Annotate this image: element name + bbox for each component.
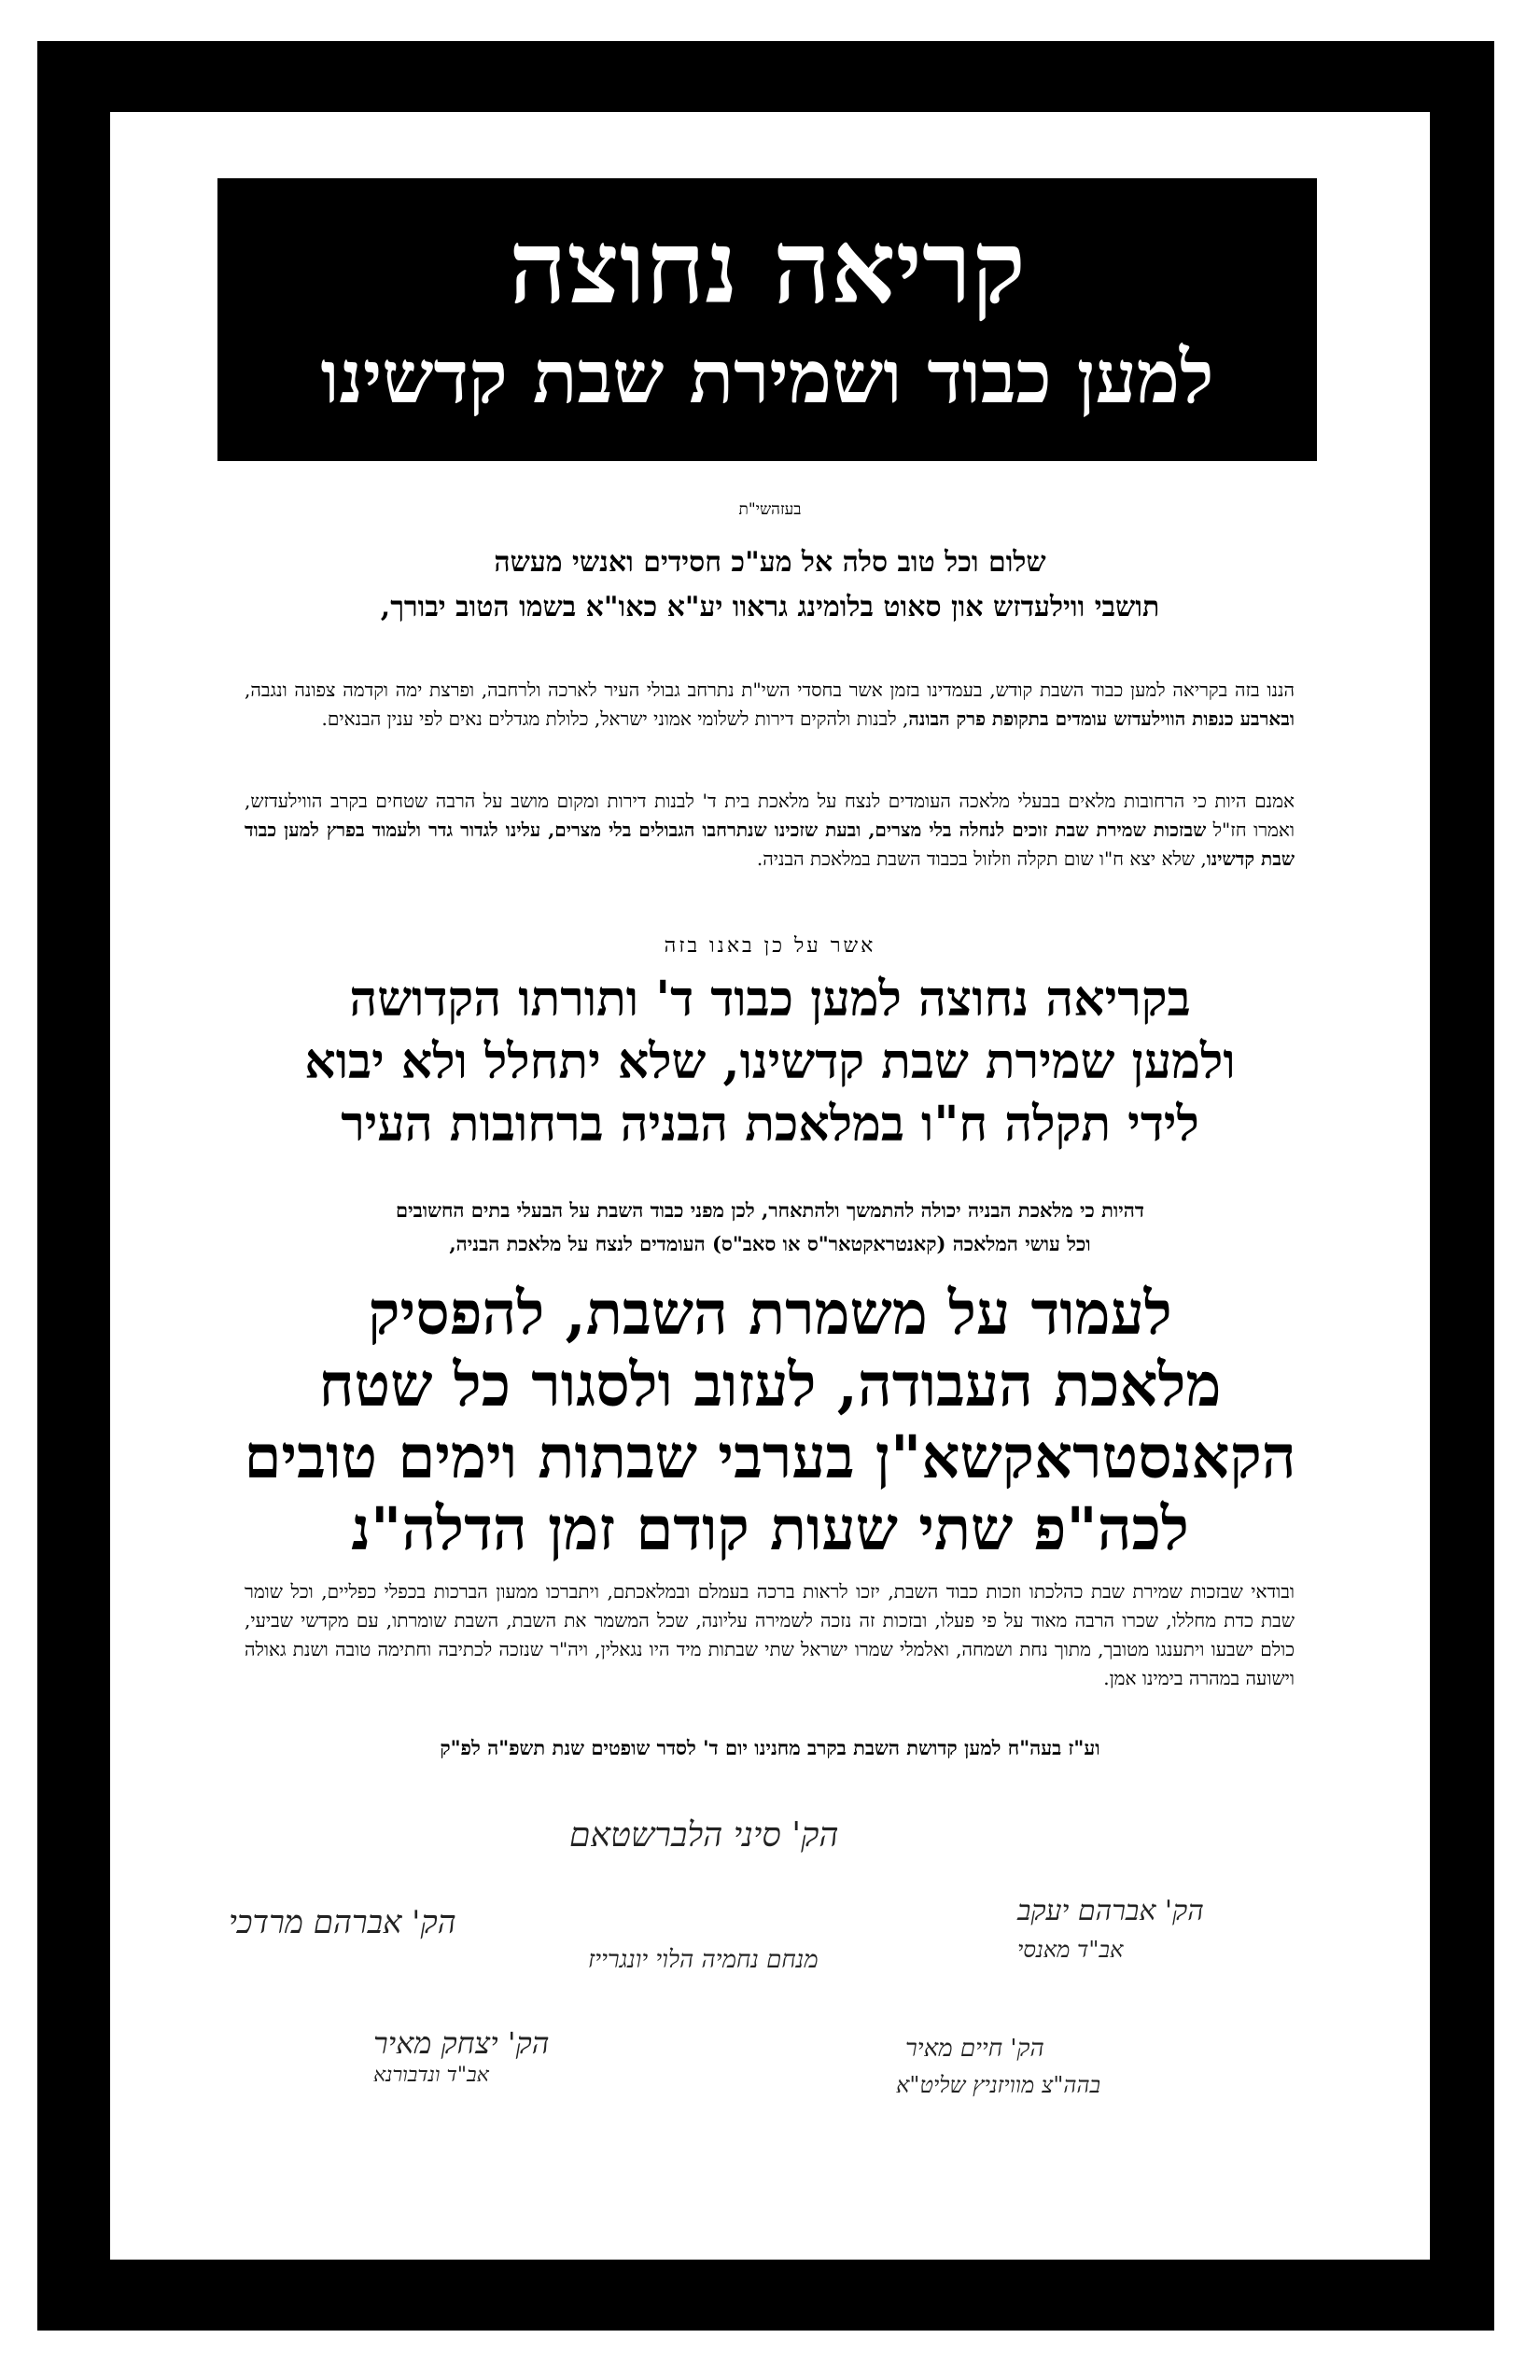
paragraph-1 (245, 676, 1295, 734)
paragraph-2-part-1: אמנם היות כי הרחובות מלאים בבעלי מלאכה העומדים לנצח על מלאכת בית ד' לבנות דירות ומקום מושב על הרבה שטחים בקרב הווילעדזש, ואמרו חז"ל (245, 790, 1295, 841)
paragraph-3-line-1: דהיות כי מלאכת הבניה יכולה להתמשך ולהתאחר, לכן מפני כבוד השבת על הבעלי בתים החשובים (396, 1198, 1144, 1222)
signature-4-title: אב"ד ונדבורנא (373, 2064, 489, 2087)
paragraph-4: ובודאי שבזכות שמירת שבת כהלכתו וזכות כבוד השבת, יזכו לראות ברכה בעמלם ובמלאכתם, ויתברכו ממעון הברכות בכפלי כפליים, וכל שומר שבת כדת מחללו, שכרו הרבה מאוד על פי פעלו, ובזכות זה נזכה לשמירה עליונה, שכל המשמר את השבת, השבת שומרתו, עם מקדשי שביעי, כולם ישבעו ויתענגו מטובך, מתוך נחת ושמחה, ואלמלי שמרו ישראל שתי שבתות מיד היו נגאלין, ויה"ר שנזכה לכתיבה וחתימה טובה ושנת גאולה וישועה במהרה בימינו אמן. (245, 1580, 1295, 1689)
greeting-line-2: תושבי ווילעדזש און סאוט בלומינג גראוו יע"א כאו"א בשמו הטוב יבורך, (380, 591, 1160, 623)
call-2-line-2: מלאכת העבודה, לעזוב ולסגור כל שטח (318, 1351, 1222, 1421)
intro-line: אשר על כן באנו בזה (664, 934, 876, 958)
closing-line: וע"ז בעה"ח למען קדושת השבת בקרב מחנינו יום ד' לסדר שופטים שנת תשפ"ה לפ"ק (440, 1736, 1100, 1759)
paragraph-1-part-3: , לבנות ולהקים דירות לשלומי אמוני ישראל, כלולת מגדלים נאים לפי ענין הבנאים. (321, 707, 909, 730)
signature-2: מנחם נחמיה הלוי יונגרייז (588, 1946, 819, 1974)
call-2-line-1: לעמוד על משמרת השבת, להפסיק (368, 1279, 1172, 1349)
paragraph-2-part-3: , שלא יצא ח"ו שום תקלה וזלזול בכבוד השבת במלאכת הבניה. (756, 847, 1207, 870)
title-banner (217, 178, 1317, 461)
call-1-line-2: ולמען שמירת שבת קדשינו, שלא יתחלל ולא יבוא (304, 1033, 1236, 1090)
call-1-line-3: לידי תקלה ח"ו במלאכת הבניה ברחובות העיר (341, 1096, 1199, 1153)
call-2-line-4: לכה"פ שתי שעות קודם זמן הדלה"נ (351, 1494, 1189, 1564)
signature-5-title: אב"ד מאנסי (1017, 1937, 1124, 1963)
call-2-line-3: הקאנסטראקשא"ן בערבי שבתות וימים טובים (244, 1422, 1296, 1492)
signature-6-title: בהה"צ מוויזניץ שליט"א (896, 2072, 1101, 2098)
signature-4: הק' יצחק מאיר (373, 2025, 550, 2061)
paragraph-1-part-1: הננו בזה בקריאה למען כבוד השבת קודש, בעמדינו בזמן אשר בחסדי השי"ת נתרחב גבולי העיר לארכה ולרחבה, ופרצת ימה וקדמה צפונה ונגבה, (245, 679, 1295, 701)
banner-title: קריאה נחוצה (509, 209, 1026, 327)
banner-subtitle: למען כבוד ושמירת שבת קדשינו (320, 335, 1214, 420)
signature-3: הק' אברהם מרדכי (229, 1904, 456, 1941)
paragraph-2-bold: שבזכות שמירת שבת זוכים לנחלה בלי מצרים, ובעת שזכינו שנתרחבו הגבולים בלי מצרים, עלינו לגדור גדר ולעמוד בפרץ למען כבוד שבת קדשינו (245, 819, 1295, 870)
paragraph-2 (245, 787, 1295, 874)
signature-6: הק' חיים מאיר (905, 2035, 1044, 2063)
signature-1: הק' סיני הלברשטאם (569, 1816, 839, 1855)
greeting-line-1: שלום וכל טוב סלה אל מע"כ חסידים ואנשי מעשה (494, 546, 1046, 579)
paragraph-3-line-2: וכל עושי המלאכה (קאנטראקטאר"ס או סאב"ס) העומדים לנצח על מלאכת הבניה, (449, 1232, 1091, 1255)
paragraph-1-bold: ובארבע כנפות הווילעדזש עומדים בתקופת פרק הבונה (908, 707, 1295, 730)
call-1-line-1: בקריאה נחוצה למען כבוד ד' ותורתו הקדושה (349, 971, 1191, 1028)
header-small: בעזהשי"ת (738, 500, 802, 519)
signature-5: הק' אברהם יעקב (1017, 1895, 1204, 1927)
